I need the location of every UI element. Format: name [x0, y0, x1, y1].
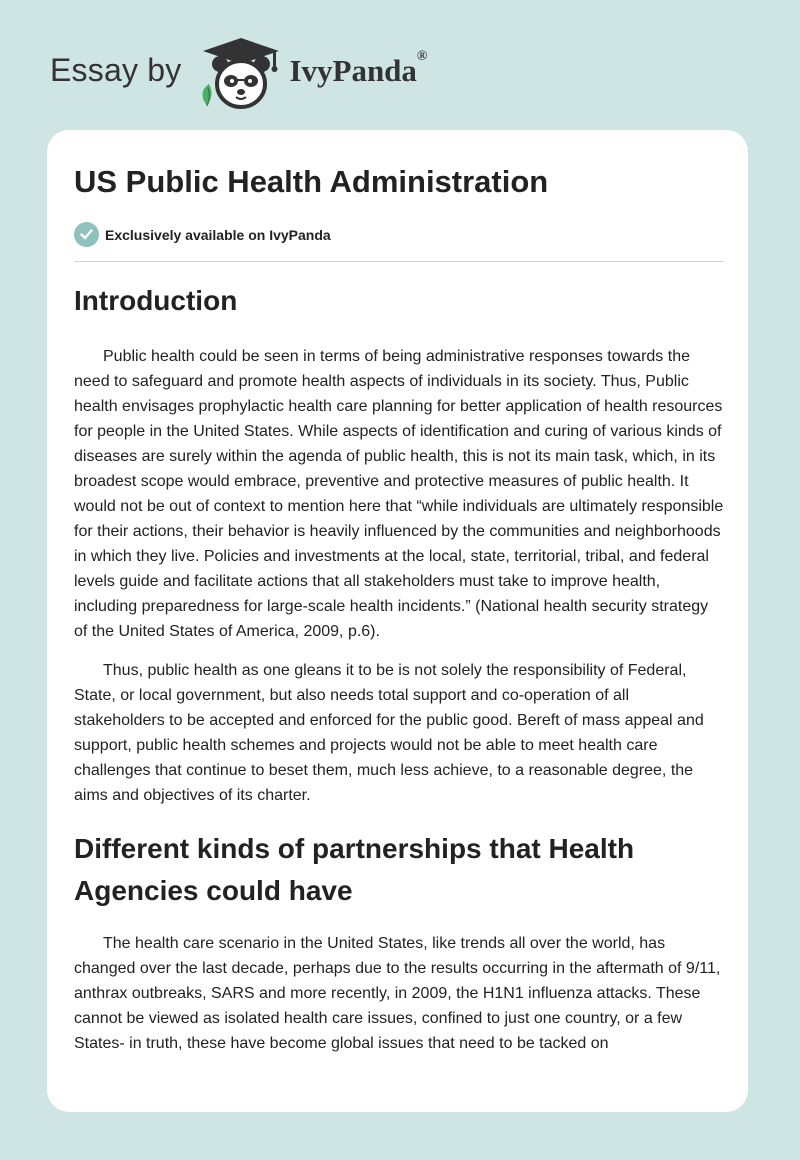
essay-card	[47, 130, 748, 1112]
brand-header	[50, 34, 427, 114]
page-title: US Public Health Administration	[74, 164, 549, 199]
section-heading-partnerships: Different kinds of partnerships that Health Agencies could have	[74, 833, 635, 906]
exclusive-badge	[74, 222, 331, 247]
brand-prefix: Essay by	[50, 51, 182, 88]
exclusive-badge-label: Exclusively available on IvyPanda	[105, 226, 331, 243]
paragraph: Public health could be seen in terms of being administrative responses towards the need to safeguard and promote health aspects of individuals in its society. Thus, Public health envisages prophylactic health care planning for better application of health resources for people in the United States. While aspects of identification and curing of various kinds of diseases are surely within the agenda of public health, this is not its main task, which, in its broadest scope would embrace, preventive and protective measures of public health. It would not be out of context to mention here that “while individuals are ultimately responsible for their actions, their behavior is heavily influenced by the communities and neighborhoods in which they live. Policies and investments at the local, state, territorial, tribal, and federal levels guide and facilitate actions that all stakeholders must take to improve health, including preparedness for large-scale health incidents.” (National health security strategy of the United States of America, 2009, p.6).	[74, 348, 724, 640]
panda-logo-icon	[195, 34, 287, 114]
brand-name: IvyPanda®	[289, 49, 428, 88]
title-divider	[74, 261, 724, 262]
paragraph: Thus, public health as one gleans it to be is not solely the responsibility of Federal, State, or local government, but also needs total support and co-operation of all stakeholders to be accepted and enforced for the public good. Bereft of mass appeal and support, public health schemes and projects would not be able to meet health care challenges that continue to beset them, much less achieve, to a reasonable degree, the aims and objectives of its charter.	[74, 662, 704, 804]
paragraph: The health care scenario in the United States, like trends all over the world, has changed over the last decade, perhaps due to the results occurring in the aftermath of 9/11, anthrax outbreaks, SARS and more recently, in 2009, the H1N1 influenza attacks. These cannot be viewed as isolated health care issues, confined to just one country, or a few States- in truth, these have become global issues that need to be tacked on	[74, 935, 721, 1052]
check-circle-icon	[74, 222, 99, 247]
section-heading-introduction: Introduction	[74, 285, 238, 316]
essay-body	[74, 280, 724, 1056]
